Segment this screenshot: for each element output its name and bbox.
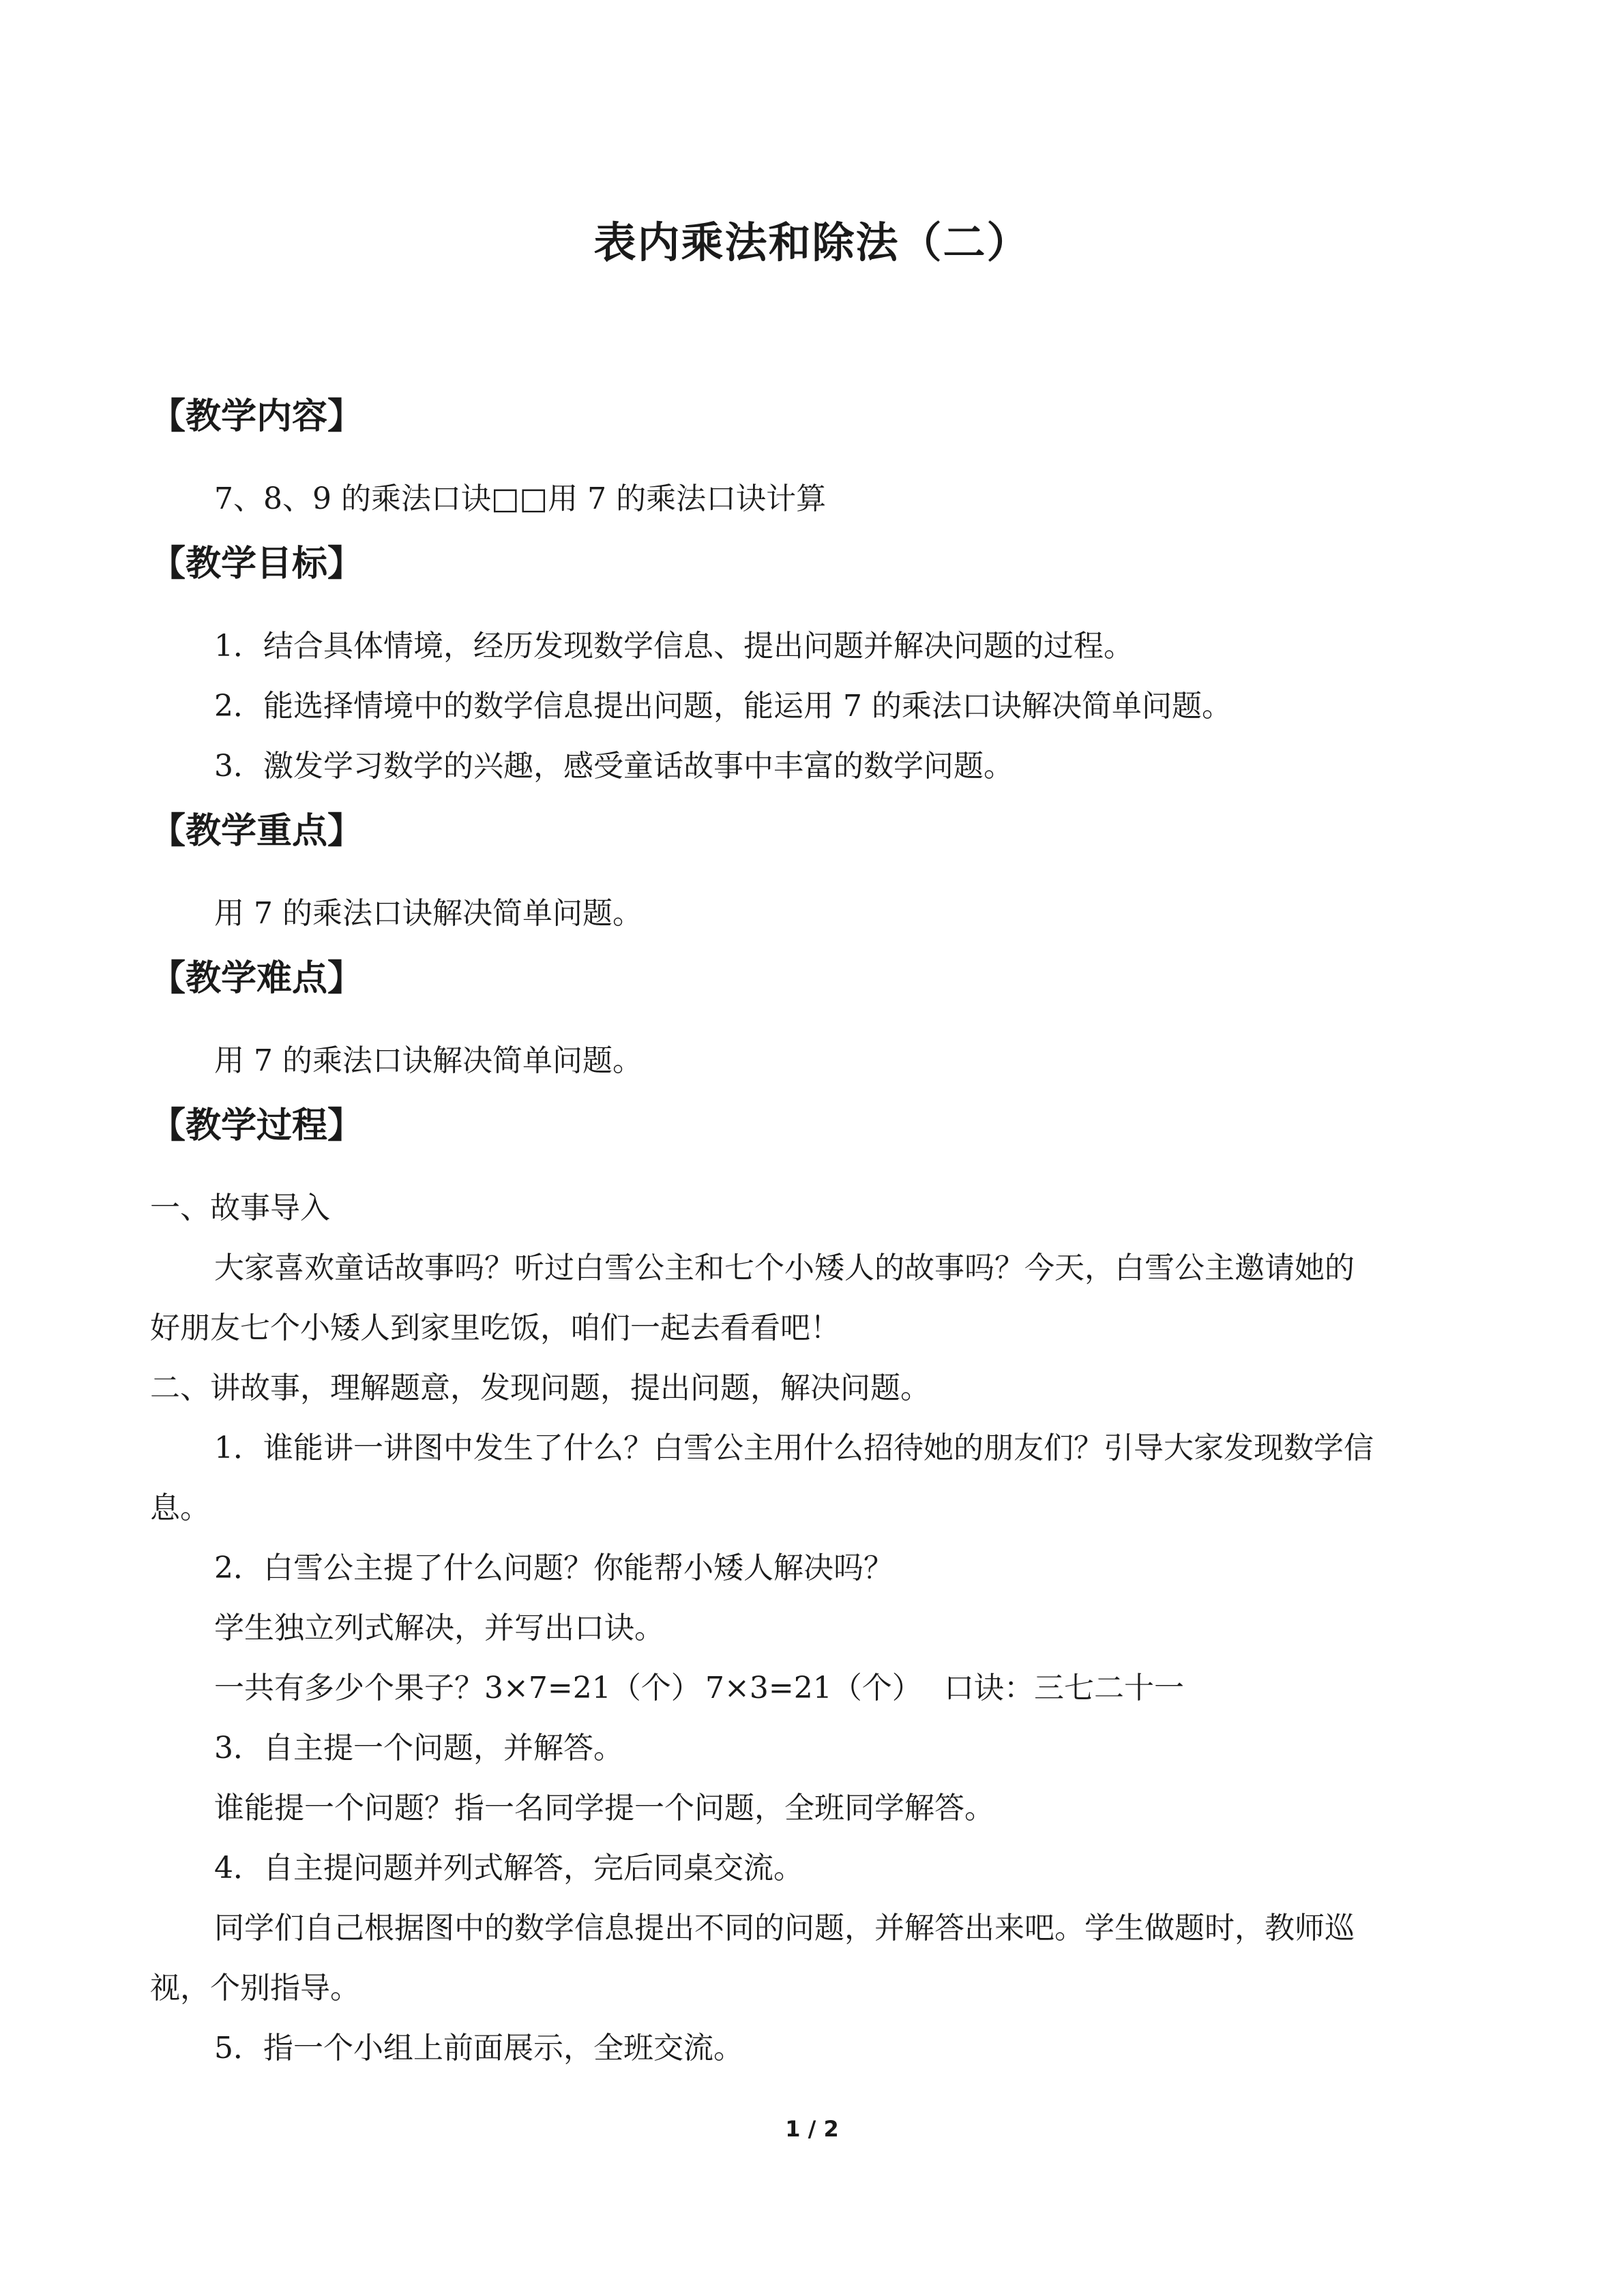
step4-note-line2: 视，个别指导。	[150, 1971, 360, 2006]
teaching-content-text: 7、8、9 的乘法口诀□□用 7 的乘法口诀计算	[214, 481, 827, 516]
goal-item-3: 3．激发学习数学的兴趣，感受童话故事中丰富的数学问题。	[214, 749, 1014, 784]
formula-alternative: 7×3=21（个）	[705, 1671, 922, 1705]
heading-difficulty: 【教学难点】	[150, 958, 364, 999]
goal-item-1: 1．结合具体情境，经历发现数学信息、提出问题并解决问题的过程。	[214, 629, 1134, 664]
formula-rhyme: 口诀：三七二十一	[944, 1671, 1184, 1705]
formula-line	[214, 1668, 1184, 1709]
step4-text: 4．自主提问题并列式解答，完后同桌交流。	[214, 1851, 803, 1885]
part2-title: 二、讲故事，理解题意，发现问题，提出问题，解决问题。	[150, 1371, 930, 1405]
step4-note-line1: 同学们自己根据图中的数学信息提出不同的问题，并解答出来吧。学生做题时，教师巡	[214, 1911, 1355, 1945]
step3-note: 谁能提一个问题？指一名同学提一个问题，全班同学解答。	[214, 1791, 994, 1825]
page-title: 表内乘法和除法（二）	[593, 218, 1031, 267]
key-point-text: 用 7 的乘法口诀解决简单问题。	[214, 896, 643, 931]
step5-text: 5．指一个小组上前面展示，全班交流。	[214, 2031, 743, 2066]
step2-text: 2．白雪公主提了什么问题？你能帮小矮人解决吗？	[214, 1551, 894, 1585]
heading-teaching-process: 【教学过程】	[150, 1105, 364, 1146]
heading-key-point: 【教学重点】	[150, 811, 364, 852]
page-number: 1 / 2	[785, 2116, 839, 2142]
part1-paragraph-line2: 好朋友七个小矮人到家里吃饭，咱们一起去看看吧！	[150, 1311, 840, 1345]
part1-paragraph-line1: 大家喜欢童话故事吗？听过白雪公主和七个小矮人的故事吗？今天，白雪公主邀请她的	[214, 1251, 1355, 1285]
part1-title: 一、故事导入	[150, 1191, 330, 1225]
heading-teaching-goals: 【教学目标】	[150, 543, 364, 584]
step2-note: 学生独立列式解决，并写出口诀。	[214, 1611, 664, 1645]
step1-line2: 息。	[150, 1491, 210, 1525]
formula-question: 一共有多少个果子？3×7=21（个）	[214, 1671, 701, 1705]
heading-teaching-content: 【教学内容】	[150, 396, 364, 437]
step1-line1: 1．谁能讲一讲图中发生了什么？白雪公主用什么招待她的朋友们？引导大家发现数学信	[214, 1431, 1374, 1465]
goal-item-2: 2．能选择情境中的数学信息提出问题，能运用 7 的乘法口诀解决简单问题。	[214, 689, 1232, 724]
step3-text: 3．自主提一个问题，并解答。	[214, 1731, 623, 1765]
difficulty-text: 用 7 的乘法口诀解决简单问题。	[214, 1043, 643, 1078]
